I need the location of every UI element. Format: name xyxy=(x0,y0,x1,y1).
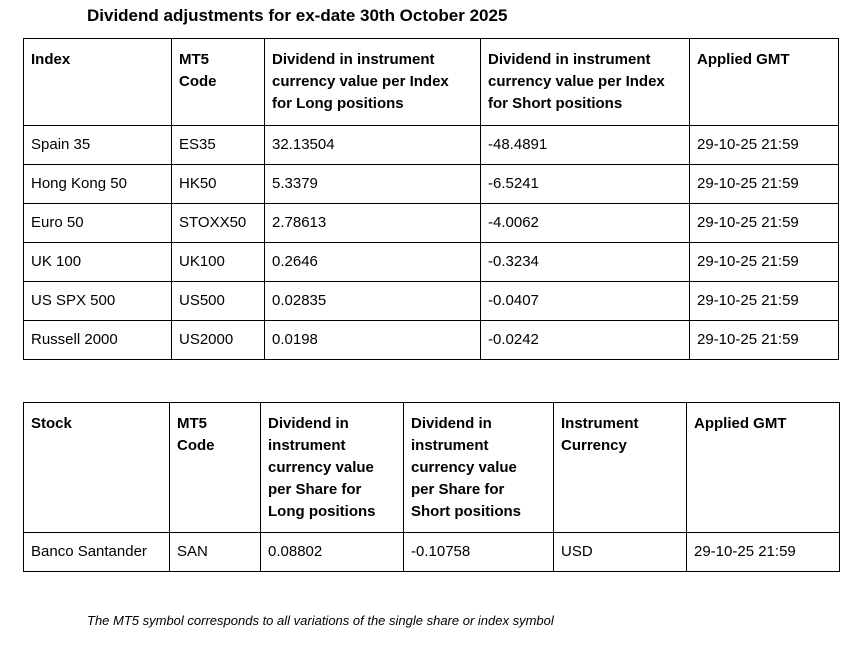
cell-applied: 29-10-25 21:59 xyxy=(690,204,839,243)
table-header-row xyxy=(24,403,840,533)
cell-code: US2000 xyxy=(172,321,265,360)
cell-index: Hong Kong 50 xyxy=(24,165,172,204)
cell-index: UK 100 xyxy=(24,243,172,282)
cell-currency: USD xyxy=(554,533,687,572)
index-dividend-table xyxy=(23,38,839,360)
cell-code: STOXX50 xyxy=(172,204,265,243)
cell-index: Russell 2000 xyxy=(24,321,172,360)
table-header-row xyxy=(24,39,839,126)
header-applied-gmt: Applied GMT xyxy=(687,403,840,533)
header-long-dividend: Dividend in instrument currency value per Share for Long positions xyxy=(261,403,404,533)
table-row xyxy=(24,204,839,243)
header-index: Index xyxy=(24,39,172,126)
cell-applied: 29-10-25 21:59 xyxy=(690,282,839,321)
stock-dividend-table xyxy=(23,402,840,572)
cell-applied: 29-10-25 21:59 xyxy=(690,243,839,282)
cell-long: 0.02835 xyxy=(265,282,481,321)
table-row xyxy=(24,282,839,321)
table-row xyxy=(24,165,839,204)
header-applied-gmt: Applied GMT xyxy=(690,39,839,126)
table-row xyxy=(24,243,839,282)
header-mt5-code: MT5 Code xyxy=(170,403,261,533)
header-short-dividend: Dividend in instrument currency value per Index for Short positions xyxy=(481,39,690,126)
cell-long: 0.2646 xyxy=(265,243,481,282)
cell-applied: 29-10-25 21:59 xyxy=(687,533,840,572)
cell-applied: 29-10-25 21:59 xyxy=(690,321,839,360)
cell-short: -6.5241 xyxy=(481,165,690,204)
header-instrument-currency: Instrument Currency xyxy=(554,403,687,533)
table-row xyxy=(24,126,839,165)
cell-applied: 29-10-25 21:59 xyxy=(690,126,839,165)
cell-short: -4.0062 xyxy=(481,204,690,243)
cell-long: 5.3379 xyxy=(265,165,481,204)
cell-long: 0.0198 xyxy=(265,321,481,360)
cell-stock: Banco Santander xyxy=(24,533,170,572)
cell-code: ES35 xyxy=(172,126,265,165)
cell-short: -0.10758 xyxy=(404,533,554,572)
cell-index: US SPX 500 xyxy=(24,282,172,321)
cell-short: -0.0242 xyxy=(481,321,690,360)
header-stock: Stock xyxy=(24,403,170,533)
header-long-dividend: Dividend in instrument currency value per Index for Long positions xyxy=(265,39,481,126)
cell-code: SAN xyxy=(170,533,261,572)
cell-applied: 29-10-25 21:59 xyxy=(690,165,839,204)
cell-code: US500 xyxy=(172,282,265,321)
table-row xyxy=(24,321,839,360)
page-title: Dividend adjustments for ex-date 30th October 2025 xyxy=(87,6,508,25)
cell-short: -0.0407 xyxy=(481,282,690,321)
cell-long: 2.78613 xyxy=(265,204,481,243)
cell-index: Spain 35 xyxy=(24,126,172,165)
header-mt5-code: MT5 Code xyxy=(172,39,265,126)
footnote: The MT5 symbol corresponds to all variations of the single share or index symbol xyxy=(87,613,554,628)
cell-code: UK100 xyxy=(172,243,265,282)
header-short-dividend: Dividend in instrument currency value per Share for Short positions xyxy=(404,403,554,533)
table-row xyxy=(24,533,840,572)
cell-short: -0.3234 xyxy=(481,243,690,282)
cell-code: HK50 xyxy=(172,165,265,204)
cell-long: 32.13504 xyxy=(265,126,481,165)
cell-short: -48.4891 xyxy=(481,126,690,165)
cell-long: 0.08802 xyxy=(261,533,404,572)
cell-index: Euro 50 xyxy=(24,204,172,243)
